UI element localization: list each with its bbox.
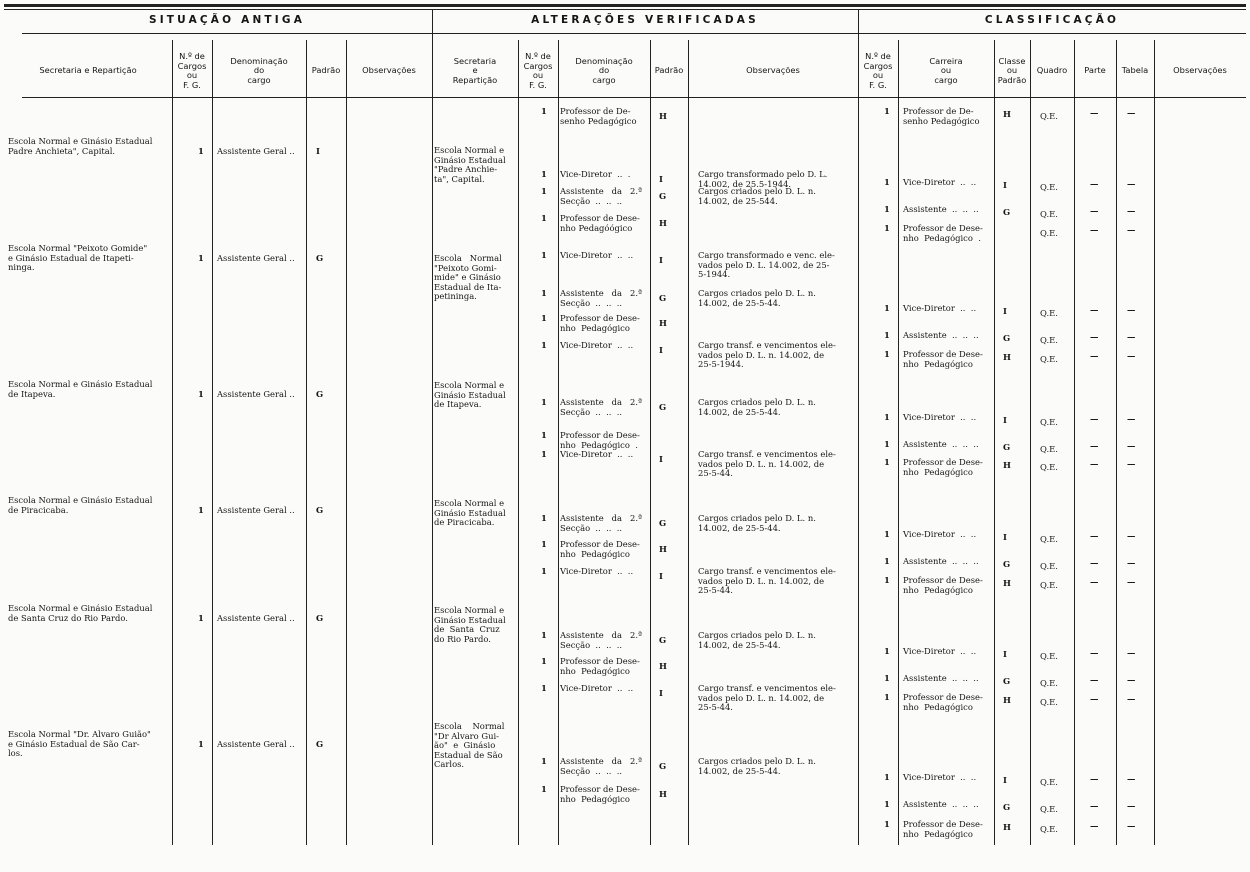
classificacao-tabela: — (1127, 774, 1136, 784)
classificacao-cargo: Vice-Diretor .. .. (903, 529, 977, 539)
alteracoes-observacoes: Cargos criados pelo D. L. n. 14.002, de 25-5-44. (698, 288, 816, 308)
antiga-cargo: Assistente Geral .. (217, 613, 295, 623)
classificacao-cargos: 1 (884, 303, 890, 313)
column-header-classificacao: Quadro (1036, 65, 1068, 76)
classificacao-cargo: Vice-Diretor .. .. (903, 303, 977, 313)
alteracoes-cargo: Professor de De- senho Pedagógico (560, 106, 637, 126)
alteracoes-cargos: 1 (541, 430, 547, 440)
alteracoes-observacoes: Cargo transf. e vencimentos ele- vados pelo D. L. n. 14.002, de 25-5-44. (698, 683, 836, 712)
classificacao-classe: I (1003, 775, 1007, 785)
classificacao-classe: I (1003, 306, 1007, 316)
classificacao-tabela: — (1127, 648, 1136, 658)
alteracoes-padrao: H (659, 111, 667, 121)
alteracoes-cargos: 1 (541, 756, 547, 766)
alteracoes-cargo: Professor de Dese- nho Pedagógico (560, 656, 640, 676)
antiga-padrao: G (316, 613, 324, 623)
alteracoes-cargo: Professor de Dese- nho Pedagógico (560, 539, 640, 559)
classificacao-quadro: Q.E. (1040, 417, 1058, 427)
classificacao-parte: — (1090, 108, 1099, 118)
section-title-alteracoes: ALTERAÇÕES VERIFICADAS (531, 14, 759, 26)
classificacao-quadro: Q.E. (1040, 182, 1058, 192)
classificacao-cargos: 1 (884, 772, 890, 782)
classificacao-tabela: — (1127, 675, 1136, 685)
classificacao-cargos: 1 (884, 204, 890, 214)
section-rule (22, 33, 1246, 34)
alteracoes-reparticao: Escola Normal "Peixoto Gomi- mide" e Ginásio Estadual de Ita- petininga. (434, 253, 502, 301)
antiga-cargo: Assistente Geral .. (217, 253, 295, 263)
section-divider (432, 9, 433, 845)
classificacao-cargo: Vice-Diretor .. .. (903, 177, 977, 187)
alteracoes-reparticao: Escola Normal e Ginásio Estadual de Piracicaba. (434, 498, 506, 527)
alteracoes-padrao: G (659, 761, 667, 771)
classificacao-quadro: Q.E. (1040, 824, 1058, 834)
antiga-padrao: G (316, 505, 324, 515)
classificacao-tabela: — (1127, 694, 1136, 704)
antiga-cargos: 1 (198, 389, 204, 399)
classificacao-classe: H (1003, 695, 1011, 705)
column-divider (518, 40, 519, 845)
classificacao-parte: — (1090, 351, 1099, 361)
classificacao-cargo: Vice-Diretor .. .. (903, 772, 977, 782)
classificacao-parte: — (1090, 225, 1099, 235)
column-header-classificacao: N.º de Cargos ou F. G. (863, 51, 893, 90)
classificacao-cargo: Vice-Diretor .. .. (903, 412, 977, 422)
classificacao-parte: — (1090, 305, 1099, 315)
column-header-antiga: N.º de Cargos ou F. G. (177, 51, 207, 90)
classificacao-parte: — (1090, 179, 1099, 189)
classificacao-cargo: Professor de Dese- nho Pedagógico (903, 457, 983, 477)
alteracoes-padrao: I (659, 174, 663, 184)
classificacao-classe: H (1003, 352, 1011, 362)
classificacao-cargo: Professor de Dese- nho Pedagógico (903, 692, 983, 712)
alteracoes-observacoes: Cargos criados pelo D. L. n. 14.002, de 25-5-44. (698, 630, 816, 650)
antiga-reparticao: Escola Normal "Dr. Alvaro Guião" e Ginásio Estadual de São Car- los. (8, 729, 151, 758)
classificacao-tabela: — (1127, 441, 1136, 451)
antiga-padrao: I (316, 146, 320, 156)
classificacao-classe: H (1003, 460, 1011, 470)
classificacao-cargos: 1 (884, 556, 890, 566)
alteracoes-reparticao: Escola Normal "Dr Alvaro Gui- ão" e Ginásio Estadual de São Carlos. (434, 721, 505, 769)
section-title-situacao-antiga: SITUAÇÃO ANTIGA (148, 14, 306, 26)
alteracoes-observacoes: Cargo transf. e vencimentos ele- vados pelo D. L. n. 14.002, de 25-5-44. (698, 449, 836, 478)
classificacao-cargos: 1 (884, 330, 890, 340)
antiga-cargo: Assistente Geral .. (217, 389, 295, 399)
classificacao-cargo: Assistente .. .. .. (903, 439, 979, 449)
alteracoes-cargos: 1 (541, 539, 547, 549)
classificacao-quadro: Q.E. (1040, 651, 1058, 661)
antiga-cargos: 1 (198, 739, 204, 749)
classificacao-cargos: 1 (884, 692, 890, 702)
classificacao-cargo: Assistente .. .. .. (903, 330, 979, 340)
alteracoes-cargos: 1 (541, 397, 547, 407)
classificacao-parte: — (1090, 206, 1099, 216)
classificacao-quadro: Q.E. (1040, 697, 1058, 707)
alteracoes-cargo: Assistente da 2.ª Secção .. .. .. (560, 397, 642, 417)
alteracoes-padrao: I (659, 688, 663, 698)
classificacao-quadro: Q.E. (1040, 308, 1058, 318)
column-header-classificacao: Observações (1173, 65, 1227, 76)
classificacao-tabela: — (1127, 108, 1136, 118)
antiga-cargos: 1 (198, 613, 204, 623)
classificacao-cargos: 1 (884, 673, 890, 683)
classificacao-quadro: Q.E. (1040, 444, 1058, 454)
alteracoes-cargo: Professor de Dese- nho Pedagógico (560, 313, 640, 333)
column-divider (306, 40, 307, 845)
classificacao-parte: — (1090, 801, 1099, 811)
alteracoes-padrao: H (659, 544, 667, 554)
alteracoes-observacoes: Cargos criados pelo D. L. n. 14.002, de 25-544. (698, 186, 816, 206)
classificacao-classe: G (1003, 559, 1011, 569)
classificacao-tabela: — (1127, 577, 1136, 587)
column-divider (1154, 40, 1155, 845)
alteracoes-cargo: Vice-Diretor .. .. (560, 449, 634, 459)
column-divider (1116, 40, 1117, 845)
alteracoes-padrao: G (659, 402, 667, 412)
classificacao-quadro: Q.E. (1040, 209, 1058, 219)
classificacao-tabela: — (1127, 821, 1136, 831)
classificacao-classe: I (1003, 649, 1007, 659)
classificacao-tabela: — (1127, 531, 1136, 541)
alteracoes-cargos: 1 (541, 656, 547, 666)
alteracoes-padrao: G (659, 191, 667, 201)
section-title-classificacao: CLASSIFICAÇÃO (984, 14, 1120, 26)
classificacao-parte: — (1090, 577, 1099, 587)
alteracoes-cargos: 1 (541, 630, 547, 640)
column-header-antiga: Padrão (311, 65, 341, 76)
classificacao-quadro: Q.E. (1040, 354, 1058, 364)
alteracoes-cargo: Vice-Diretor .. .. (560, 566, 634, 576)
column-divider (688, 40, 689, 845)
section-divider (858, 9, 859, 845)
classificacao-cargos: 1 (884, 799, 890, 809)
alteracoes-cargo: Assistente da 2.ª Secção .. .. .. (560, 756, 642, 776)
alteracoes-cargo: Assistente da 2.ª Secção .. .. .. (560, 513, 642, 533)
alteracoes-cargos: 1 (541, 340, 547, 350)
classificacao-classe: H (1003, 822, 1011, 832)
classificacao-cargo: Assistente .. .. .. (903, 204, 979, 214)
alteracoes-padrao: G (659, 635, 667, 645)
classificacao-parte: — (1090, 531, 1099, 541)
antiga-cargos: 1 (198, 146, 204, 156)
classificacao-quadro: Q.E. (1040, 335, 1058, 345)
column-divider (650, 40, 651, 845)
alteracoes-observacoes: Cargo transformado pelo D. L. 14.002, de 25.5-1944. (698, 169, 828, 189)
classificacao-cargos: 1 (884, 819, 890, 829)
classificacao-classe: G (1003, 442, 1011, 452)
classificacao-classe: G (1003, 676, 1011, 686)
classificacao-classe: H (1003, 109, 1011, 119)
column-divider (558, 40, 559, 845)
classificacao-quadro: Q.E. (1040, 228, 1058, 238)
column-header-classificacao: Carreira ou cargo (929, 55, 963, 85)
antiga-cargo: Assistente Geral .. (217, 146, 295, 156)
alteracoes-observacoes: Cargos criados pelo D. L. n. 14.002, de 25-5-44. (698, 513, 816, 533)
antiga-padrao: G (316, 253, 324, 263)
classificacao-tabela: — (1127, 351, 1136, 361)
classificacao-parte: — (1090, 694, 1099, 704)
alteracoes-cargo: Assistente da 2.ª Secção .. .. .. (560, 630, 642, 650)
classificacao-tabela: — (1127, 459, 1136, 469)
classificacao-tabela: — (1127, 414, 1136, 424)
antiga-cargo: Assistente Geral .. (217, 505, 295, 515)
classificacao-cargo: Vice-Diretor .. .. (903, 646, 977, 656)
column-header-classificacao: Classe ou Padrão (997, 55, 1027, 85)
classificacao-classe: G (1003, 207, 1011, 217)
classificacao-parte: — (1090, 821, 1099, 831)
classificacao-quadro: Q.E. (1040, 534, 1058, 544)
classificacao-parte: — (1090, 332, 1099, 342)
alteracoes-observacoes: Cargos criados pelo D. L. n. 14.002, de 25-5-44. (698, 397, 816, 417)
classificacao-quadro: Q.E. (1040, 804, 1058, 814)
classificacao-cargos: 1 (884, 223, 890, 233)
antiga-cargos: 1 (198, 505, 204, 515)
alteracoes-padrao: I (659, 345, 663, 355)
alteracoes-cargos: 1 (541, 313, 547, 323)
classificacao-cargo: Assistente .. .. .. (903, 673, 979, 683)
column-header-antiga: Secretaria e Repartição (39, 65, 137, 76)
alteracoes-observacoes: Cargo transf. e vencimentos ele- vados pelo D. L. n. 14.002, de 25-5-44. (698, 566, 836, 595)
alteracoes-cargo: Professor de Dese- nho Pedagógico (560, 784, 640, 804)
alteracoes-observacoes: Cargo transformado e venc. ele- vados pelo D. L. 14.002, de 25- 5-1944. (698, 250, 835, 279)
alteracoes-cargos: 1 (541, 250, 547, 260)
alteracoes-cargos: 1 (541, 683, 547, 693)
antiga-reparticao: Escola Normal e Ginásio Estadual Padre Anchieta", Capital. (8, 136, 153, 156)
column-header-alteracoes: N.º de Cargos ou F. G. (523, 51, 553, 90)
classificacao-tabela: — (1127, 801, 1136, 811)
alteracoes-cargos: 1 (541, 213, 547, 223)
classificacao-classe: G (1003, 333, 1011, 343)
classificacao-tabela: — (1127, 206, 1136, 216)
classificacao-classe: I (1003, 532, 1007, 542)
classificacao-tabela: — (1127, 225, 1136, 235)
alteracoes-cargos: 1 (541, 169, 547, 179)
classificacao-cargo: Professor de Dese- nho Pedagógico (903, 819, 983, 839)
classificacao-cargos: 1 (884, 457, 890, 467)
alteracoes-cargos: 1 (541, 186, 547, 196)
alteracoes-cargo: Vice-Diretor .. .. (560, 250, 634, 260)
classificacao-parte: — (1090, 675, 1099, 685)
column-divider (346, 40, 347, 845)
classificacao-classe: H (1003, 578, 1011, 588)
alteracoes-cargos: 1 (541, 566, 547, 576)
classificacao-quadro: Q.E. (1040, 580, 1058, 590)
alteracoes-reparticao: Escola Normal e Ginásio Estadual de Santa Cruz do Rio Pardo. (434, 605, 506, 644)
alteracoes-cargo: Vice-Diretor .. .. (560, 340, 634, 350)
alteracoes-cargo: Vice-Diretor .. .. (560, 683, 634, 693)
classificacao-cargos: 1 (884, 439, 890, 449)
classificacao-classe: G (1003, 802, 1011, 812)
column-header-classificacao: Parte (1084, 65, 1106, 76)
column-divider (212, 40, 213, 845)
column-divider (1074, 40, 1075, 845)
antiga-cargos: 1 (198, 253, 204, 263)
alteracoes-cargo: Assistente da 2.ª Secção .. .. .. (560, 186, 642, 206)
classificacao-cargos: 1 (884, 529, 890, 539)
classificacao-parte: — (1090, 774, 1099, 784)
classificacao-cargo: Assistente .. .. .. (903, 799, 979, 809)
alteracoes-padrao: I (659, 454, 663, 464)
classificacao-tabela: — (1127, 558, 1136, 568)
alteracoes-cargo: Professor de Dese- nho Pedagóógico (560, 213, 640, 233)
column-header-antiga: Denominação do cargo (230, 55, 288, 85)
antiga-padrao: G (316, 739, 324, 749)
column-divider (1030, 40, 1031, 845)
alteracoes-cargos: 1 (541, 784, 547, 794)
classificacao-parte: — (1090, 648, 1099, 658)
alteracoes-reparticao: Escola Normal e Ginásio Estadual "Padre Anchie- ta", Capital. (434, 145, 506, 184)
column-divider (994, 40, 995, 845)
top-rule-thin (4, 9, 1246, 10)
alteracoes-padrao: H (659, 318, 667, 328)
classificacao-parte: — (1090, 558, 1099, 568)
classificacao-quadro: Q.E. (1040, 561, 1058, 571)
alteracoes-padrao: I (659, 571, 663, 581)
top-rule-thick (4, 4, 1246, 7)
alteracoes-observacoes: Cargo transf. e vencimentos ele- vados pelo D. L. n. 14.002, de 25-5-1944. (698, 340, 836, 369)
classificacao-cargo: Professor de Dese- nho Pedagógico (903, 349, 983, 369)
antiga-reparticao: Escola Normal e Ginásio Estadual de Santa Cruz do Rio Pardo. (8, 603, 153, 623)
alteracoes-cargo: Professor de Dese- nho Pedagógico . (560, 430, 640, 450)
alteracoes-padrao: G (659, 293, 667, 303)
classificacao-quadro: Q.E. (1040, 777, 1058, 787)
classificacao-cargo: Professor de De- senho Pedagógico (903, 106, 980, 126)
classificacao-cargo: Professor de Dese- nho Pedagógico (903, 575, 983, 595)
classificacao-classe: I (1003, 180, 1007, 190)
classificacao-parte: — (1090, 441, 1099, 451)
column-header-alteracoes: Denominação do cargo (575, 55, 633, 85)
column-header-alteracoes: Padrão (654, 65, 684, 76)
classificacao-cargos: 1 (884, 106, 890, 116)
alteracoes-cargos: 1 (541, 106, 547, 116)
column-header-classificacao: Tabela (1121, 65, 1149, 76)
classificacao-quadro: Q.E. (1040, 678, 1058, 688)
classificacao-tabela: — (1127, 179, 1136, 189)
classificacao-cargo: Assistente .. .. .. (903, 556, 979, 566)
antiga-reparticao: Escola Normal e Ginásio Estadual de Itapeva. (8, 379, 153, 399)
column-divider (898, 40, 899, 845)
alteracoes-cargos: 1 (541, 449, 547, 459)
alteracoes-padrao: G (659, 518, 667, 528)
alteracoes-padrao: H (659, 218, 667, 228)
column-header-alteracoes: Secretaria e Repartição (452, 55, 498, 85)
alteracoes-padrao: I (659, 255, 663, 265)
alteracoes-cargo: Assistente da 2.ª Secção .. .. .. (560, 288, 642, 308)
classificacao-cargos: 1 (884, 349, 890, 359)
alteracoes-cargos: 1 (541, 513, 547, 523)
classificacao-tabela: — (1127, 332, 1136, 342)
alteracoes-reparticao: Escola Normal e Ginásio Estadual de Itapeva. (434, 380, 506, 409)
antiga-padrao: G (316, 389, 324, 399)
alteracoes-padrao: H (659, 789, 667, 799)
classificacao-cargos: 1 (884, 575, 890, 585)
column-divider (172, 40, 173, 845)
classificacao-quadro: Q.E. (1040, 111, 1058, 121)
classificacao-cargo: Professor de Dese- nho Pedagógico . (903, 223, 983, 243)
alteracoes-cargos: 1 (541, 288, 547, 298)
alteracoes-padrao: H (659, 661, 667, 671)
classificacao-tabela: — (1127, 305, 1136, 315)
alteracoes-observacoes: Cargos criados pelo D. L. n. 14.002, de 25-5-44. (698, 756, 816, 776)
column-header-alteracoes: Observações (746, 65, 800, 76)
classificacao-classe: I (1003, 415, 1007, 425)
column-header-antiga: Observações (362, 65, 416, 76)
classificacao-cargos: 1 (884, 177, 890, 187)
classificacao-parte: — (1090, 459, 1099, 469)
classificacao-cargos: 1 (884, 412, 890, 422)
antiga-reparticao: Escola Normal e Ginásio Estadual de Piracicaba. (8, 495, 153, 515)
antiga-cargo: Assistente Geral .. (217, 739, 295, 749)
antiga-reparticao: Escola Normal "Peixoto Gomide" e Ginásio Estadual de Itapeti- ninga. (8, 243, 148, 272)
classificacao-quadro: Q.E. (1040, 462, 1058, 472)
classificacao-parte: — (1090, 414, 1099, 424)
classificacao-cargos: 1 (884, 646, 890, 656)
alteracoes-cargo: Vice-Diretor .. . (560, 169, 631, 179)
